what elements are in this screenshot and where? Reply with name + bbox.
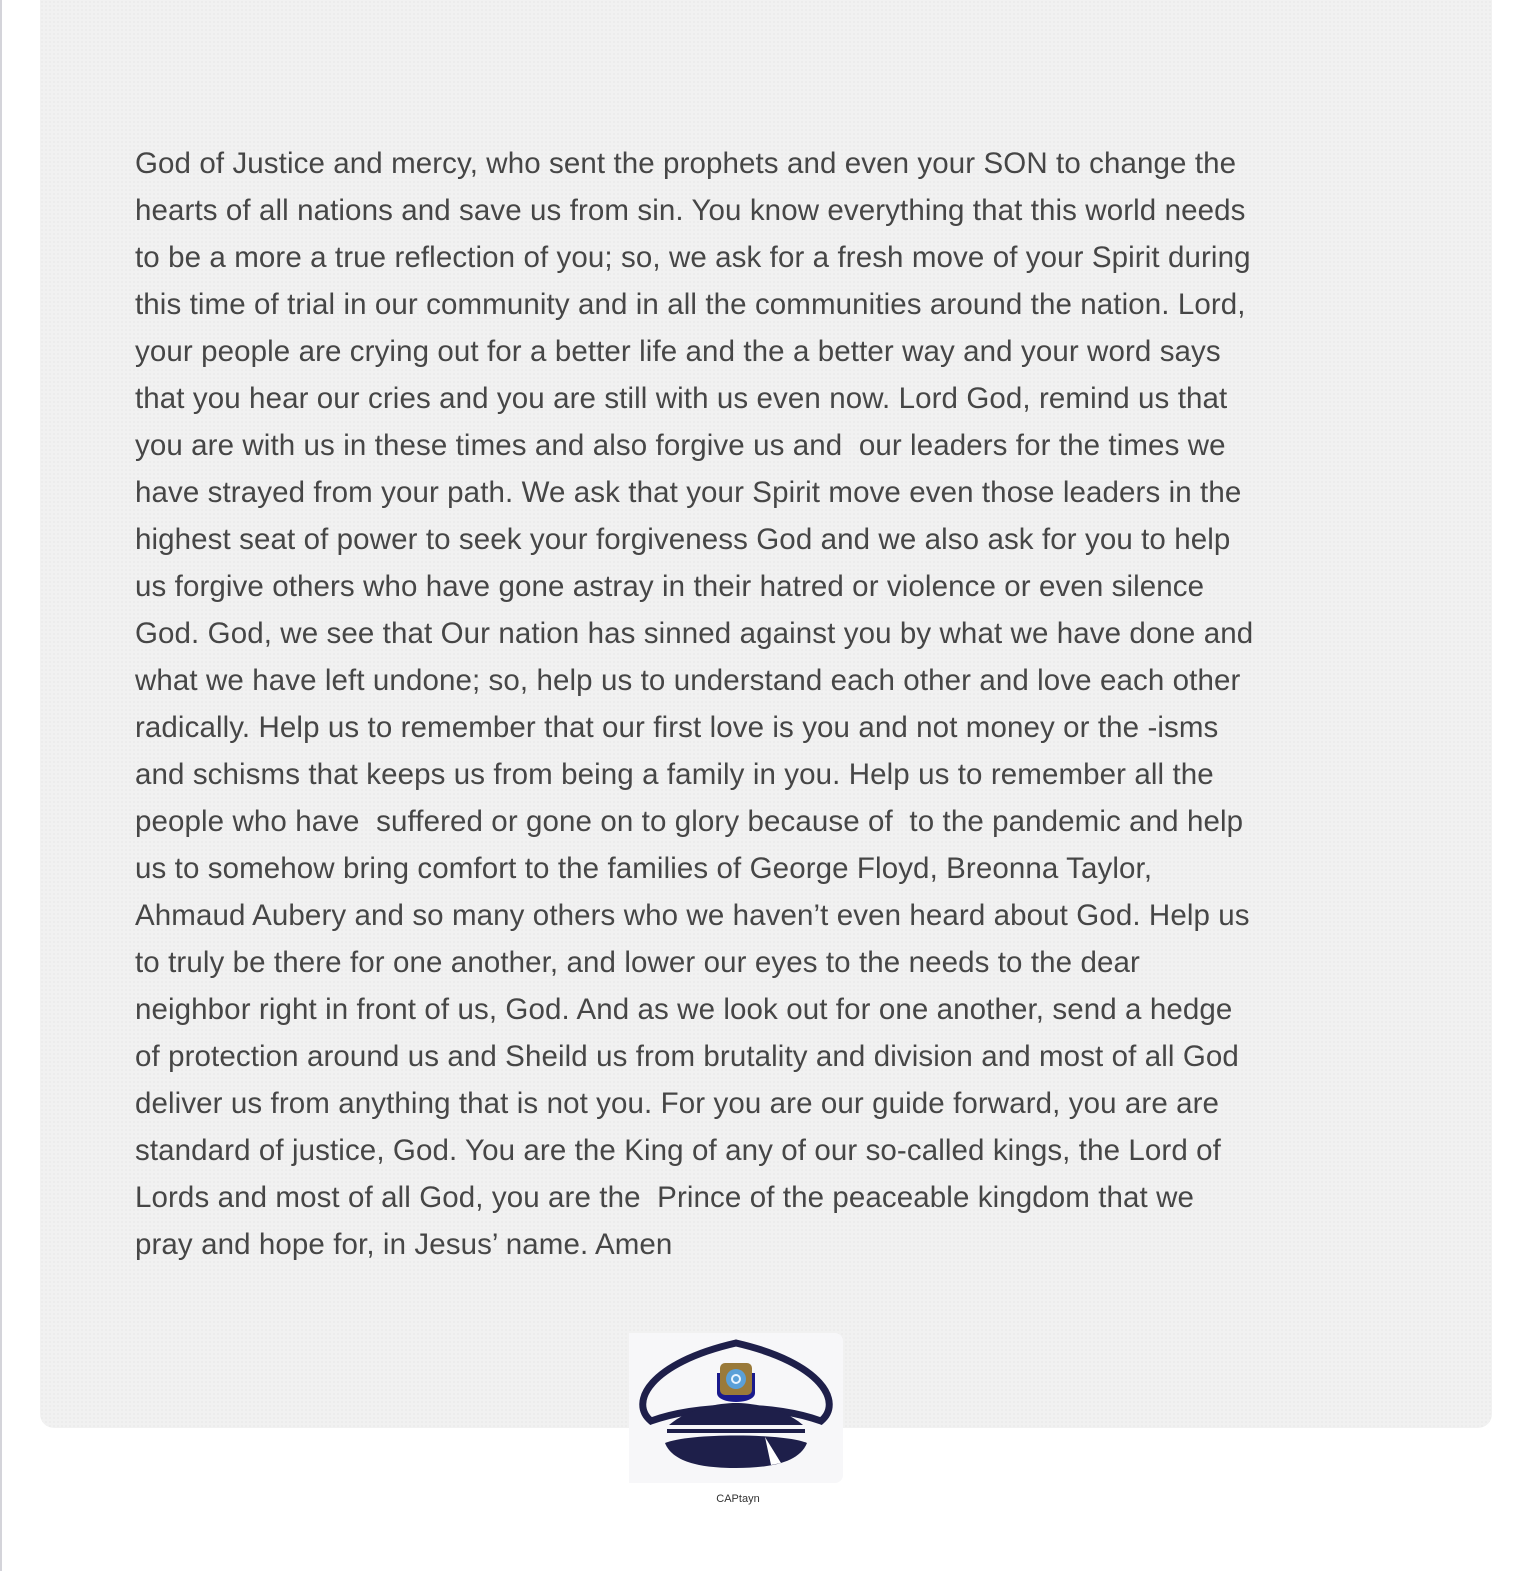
prayer-line: Lords and most of all God, you are the Prince of the peaceable kingdom that we — [135, 1181, 1195, 1214]
prayer-line: us forgive others who have gone astray in their hatred or violence or even silence — [135, 570, 1205, 603]
prayer-line: and schisms that keeps us from being a family in you. Help us to remember all the — [135, 758, 1214, 791]
prayer-line: highest seat of power to seek your forgiveness God and we also ask for you to help — [135, 523, 1231, 556]
prayer-line: your people are crying out for a better life and the a better way and your word says — [135, 335, 1221, 368]
prayer-line: have strayed from your path. We ask that your Spirit move even those leaders in the — [135, 476, 1242, 509]
prayer-line: pray and hope for, in Jesus’ name. Amen — [135, 1228, 673, 1261]
prayer-line: of protection around us and Sheild us from brutality and division and most of all God — [135, 1040, 1239, 1073]
prayer-line: God of Justice and mercy, who sent the prophets and even your SON to change the — [135, 147, 1237, 180]
prayer-text — [135, 140, 1435, 1268]
captain-hat-icon — [629, 1333, 843, 1483]
prayer-line: hearts of all nations and save us from sin. You know everything that this world needs — [135, 194, 1246, 227]
logo-caption: CAPtayn — [716, 1493, 760, 1505]
prayer-line: people who have suffered or gone on to glory because of to the pandemic and help — [135, 805, 1244, 838]
prayer-line: deliver us from anything that is not you. For you are our guide forward, you are are — [135, 1087, 1220, 1120]
prayer-line: that you hear our cries and you are still with us even now. Lord God, remind us that — [135, 382, 1228, 415]
prayer-line: to truly be there for one another, and lower our eyes to the needs to the dear — [135, 946, 1140, 979]
prayer-line: radically. Help us to remember that our first love is you and not money or the -isms — [135, 711, 1219, 744]
prayer-line: standard of justice, God. You are the King of any of our so-called kings, the Lord of — [135, 1134, 1221, 1167]
prayer-line: to be a more a true reflection of you; so, we ask for a fresh move of your Spirit during — [135, 241, 1251, 274]
prayer-line: neighbor right in front of us, God. And as we look out for one another, send a hedge — [135, 993, 1233, 1026]
captain-hat-logo — [629, 1333, 843, 1483]
prayer-line: Ahmaud Aubery and so many others who we haven’t even heard about God. Help us — [135, 899, 1250, 932]
prayer-line: what we have left undone; so, help us to understand each other and love each other — [135, 664, 1241, 697]
prayer-line: us to somehow bring comfort to the families of George Floyd, Breonna Taylor, — [135, 852, 1153, 885]
prayer-line: you are with us in these times and also forgive us and our leaders for the times we — [135, 429, 1226, 462]
prayer-line: this time of trial in our community and in all the communities around the nation. Lord, — [135, 288, 1246, 321]
prayer-line: God. God, we see that Our nation has sinned against you by what we have done and — [135, 617, 1254, 650]
window-edge — [0, 0, 2, 1571]
